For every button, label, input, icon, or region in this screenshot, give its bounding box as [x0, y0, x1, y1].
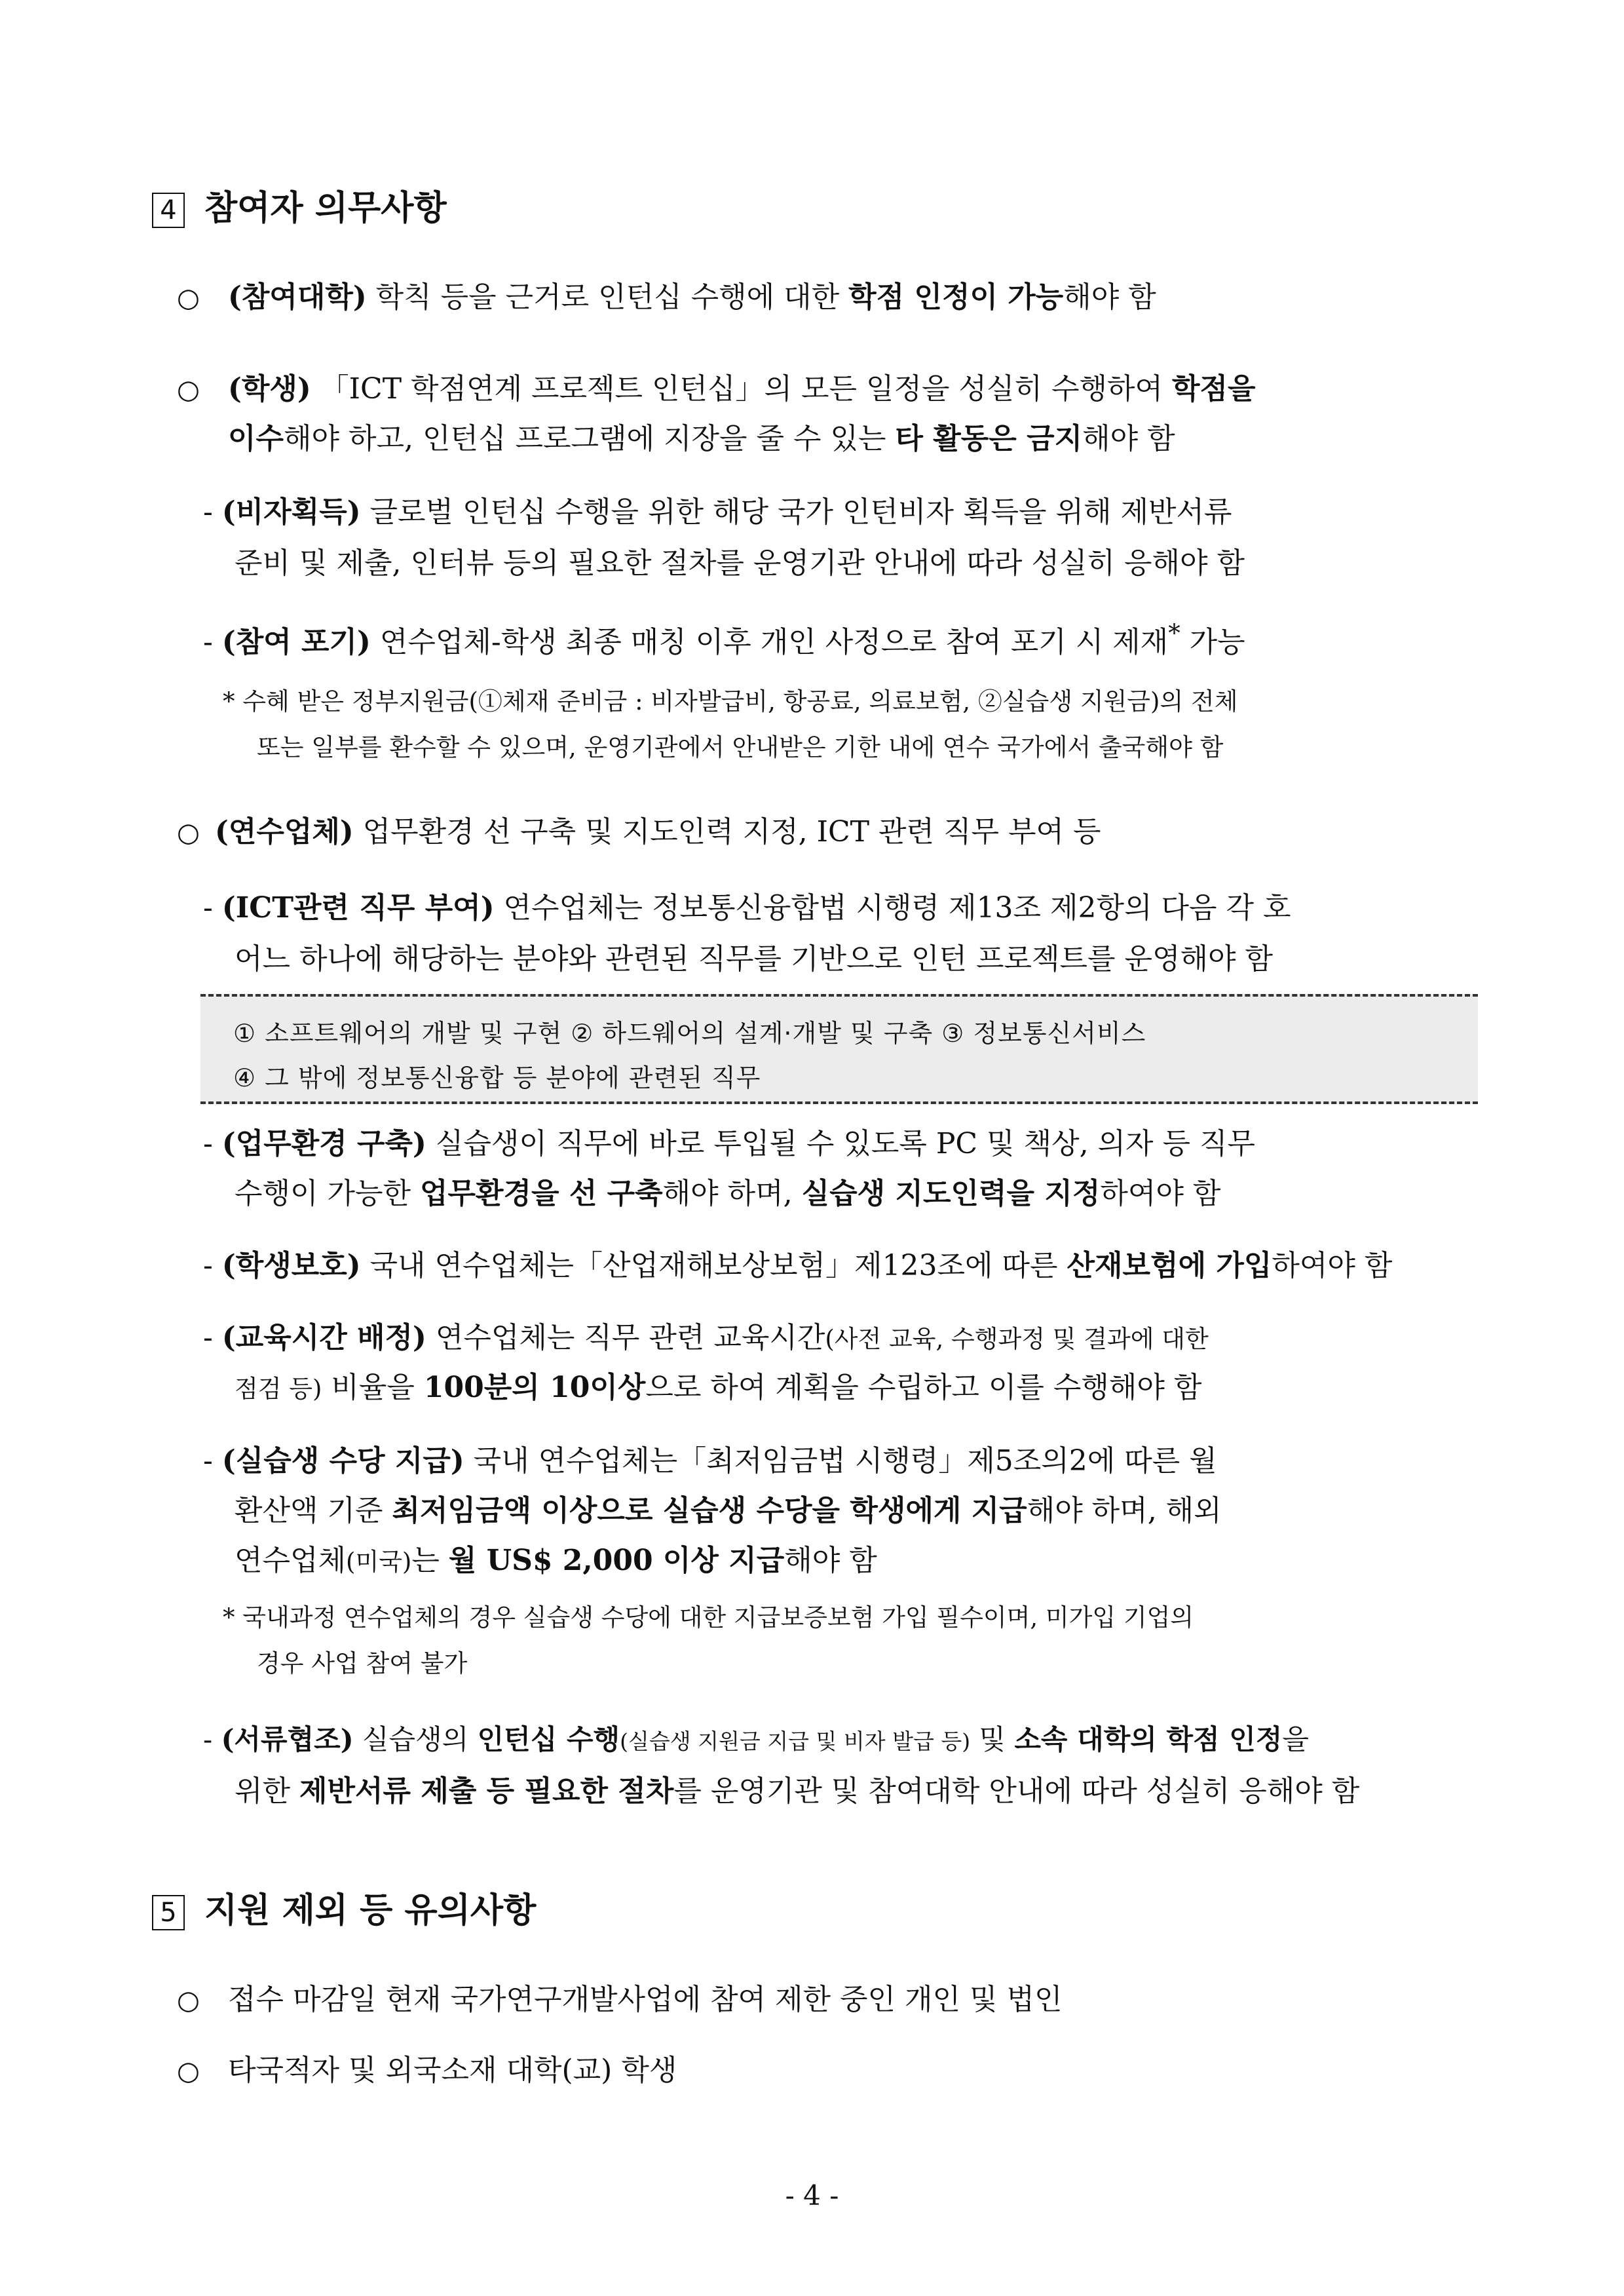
paragraph-label: (연수업체)	[215, 815, 354, 849]
item-text: 해야 하며, 해외	[1027, 1494, 1222, 1527]
duty-field-row-1: ① 소프트웨어의 개발 및 구현 ② 하드웨어의 설계·개발 및 구축 ③ 정보통신서비스	[233, 1019, 1146, 1048]
paragraph-text: 해야 함	[1063, 280, 1156, 314]
footnote-mark: *	[223, 1603, 235, 1632]
item-allowance-line3	[235, 1546, 877, 1575]
item-text: 하여야 함	[1100, 1177, 1221, 1210]
item-label: (ICT관련 직무 부여)	[221, 891, 495, 925]
dash-marker: -	[203, 625, 213, 659]
item-documents	[203, 1723, 1309, 1755]
item-visa-line2: 준비 및 제출, 인터뷰 등의 필요한 절차를 운영기관 안내에 따라 성실히 응해야 함	[235, 546, 1245, 580]
emphasis-text: 실습생 지도인력을 지정	[801, 1177, 1101, 1210]
item-text: 및	[970, 1723, 1015, 1755]
item-education-time-line2	[235, 1373, 1201, 1402]
item-text: 연수업체는 직무 관련 교육시간	[426, 1321, 825, 1354]
item-label: (업무환경 구축)	[221, 1127, 426, 1160]
item-small-text: 점검 등)	[235, 1375, 322, 1403]
emphasis-text: 산재보험에 가입	[1067, 1249, 1272, 1282]
footnote-1	[223, 689, 1237, 714]
paragraph-text: 「ICT 학점연계 프로젝트 인턴십」의 모든 일정을 성실히 수행하여	[311, 372, 1173, 406]
item-text: 연수업체-학생 최종 매칭 이후 개인 사정으로 참여 포기 시 제재	[370, 625, 1169, 659]
emphasis-text: 타 활동은 금지	[895, 422, 1083, 455]
item-label: (비자획득)	[221, 495, 361, 529]
footnote-2-line2: 경우 사업 참여 불가	[257, 1649, 468, 1677]
footnote-mark: *	[223, 687, 235, 716]
item-label: (실습생 수당 지급)	[221, 1444, 464, 1478]
item-text: 연수업체	[235, 1544, 347, 1577]
item-text: 비율을	[322, 1371, 424, 1404]
emphasis-text: 소속 대학의 학점 인정	[1014, 1723, 1283, 1755]
exclusion-item-2	[177, 2056, 677, 2085]
item-withdrawal	[203, 621, 1245, 657]
exclusion-text: 타국적자 및 외국소재 대학(교) 학생	[228, 2054, 677, 2087]
footnote-mark: *	[1168, 619, 1180, 647]
footnote-2	[223, 1605, 1194, 1630]
item-text: 는	[411, 1544, 449, 1577]
item-text: 환산액 기준	[235, 1494, 392, 1527]
item-small-text: (사전 교육, 수행과정 및 결과에 대한	[825, 1325, 1209, 1353]
item-text: 연수업체는 정보통신융합법 시행령 제13조 제2항의 다음 각 호	[494, 891, 1291, 925]
emphasis-text: 업무환경을 선 구축	[420, 1177, 663, 1210]
section-4-heading	[152, 191, 447, 228]
item-small-text: (실습생 지원금 지급 및 비자 발급 등)	[620, 1729, 971, 1754]
footnote-1-line2: 또는 일부를 환수할 수 있으며, 운영기관에서 안내받은 기한 내에 연수 국가에서 출국해야 함	[257, 733, 1224, 761]
paragraph-text: 업무환경 선 구축 및 지도인력 지정, ICT 관련 직무 부여 등	[353, 815, 1101, 849]
paragraph-label: (학생)	[228, 372, 311, 406]
item-label: (교육시간 배정)	[221, 1321, 426, 1354]
paragraph-text: 해야 하고, 인턴십 프로그램에 지장을 줄 수 있는	[284, 422, 896, 455]
item-text: 을	[1282, 1723, 1309, 1755]
dash-marker: -	[203, 891, 213, 925]
dash-marker: -	[203, 495, 213, 529]
duty-field-box	[200, 994, 1478, 1104]
item-text: 가능	[1180, 625, 1245, 659]
item-text: 실습생이 직무에 바로 투입될 수 있도록 PC 및 책상, 의자 등 직무	[426, 1127, 1256, 1160]
item-text: 국내 연수업체는「산업재해보상보험」제123조에 따른	[360, 1249, 1067, 1282]
bullet-circle: ○	[177, 818, 200, 848]
page-number: - 4 -	[785, 2179, 839, 2211]
dash-marker: -	[203, 1723, 213, 1755]
section-number-box: 5	[152, 1895, 185, 1930]
item-allowance-line2	[235, 1494, 1222, 1527]
item-text: 국내 연수업체는「최저임금법 시행령」제5조의2에 따른 월	[464, 1444, 1217, 1478]
bullet-circle: ○	[177, 283, 200, 313]
item-work-env-line2	[235, 1179, 1220, 1208]
paragraph-text: 학칙 등을 근거로 인턴십 수행에 대한	[366, 280, 849, 314]
emphasis-text: 학점을	[1172, 372, 1256, 406]
dash-marker: -	[203, 1127, 213, 1160]
paragraph-university	[177, 280, 1156, 314]
emphasis-text: 제반서류 제출 등 필요한 절차	[299, 1774, 674, 1808]
exclusion-text: 접수 마감일 현재 국가연구개발사업에 참여 제한 중인 개인 및 법인	[228, 1983, 1063, 2016]
emphasis-text: 100분의 10이상	[423, 1371, 646, 1404]
item-text: 위한	[235, 1774, 299, 1808]
item-allowance	[203, 1444, 1217, 1478]
item-student-protection	[203, 1249, 1393, 1282]
emphasis-text: 학점 인정이 가능	[848, 280, 1064, 314]
item-education-time	[203, 1321, 1209, 1354]
emphasis-text: 인턴십 수행	[477, 1723, 620, 1755]
dash-marker: -	[203, 1444, 213, 1478]
exclusion-item-1	[177, 1985, 1062, 2014]
item-text: 하여야 함	[1272, 1249, 1393, 1282]
item-ict-duty	[203, 891, 1291, 925]
emphasis-text: 이수	[228, 422, 284, 455]
section-title: 지원 제외 등 유의사항	[204, 1891, 537, 1930]
paragraph-label: (참여대학)	[228, 280, 367, 314]
paragraph-text: 해야 함	[1082, 422, 1175, 455]
section-number-box: 4	[152, 193, 185, 228]
emphasis-text: 월 US$ 2,000 이상 지급	[448, 1544, 785, 1577]
item-label: (참여 포기)	[221, 625, 371, 659]
duty-field-row-2: ④ 그 밖에 정보통신융합 등 분야에 관련된 직무	[233, 1063, 761, 1092]
dash-marker: -	[203, 1321, 213, 1354]
footnote-text: 수혜 받은 정부지원금(①체재 준비금 : 비자발급비, 항공료, 의료보험, ②실습생 지원금)의 전체	[242, 687, 1238, 716]
item-label: (서류협조)	[221, 1723, 354, 1755]
item-text: 수행이 가능한	[235, 1177, 420, 1210]
item-text: 를 운영기관 및 참여대학 안내에 따라 성실히 응해야 함	[673, 1774, 1360, 1808]
bullet-circle: ○	[177, 1985, 200, 2016]
item-text: 해야 하며,	[662, 1177, 802, 1210]
emphasis-text: 최저임금액 이상으로 실습생 수당을 학생에게 지급	[392, 1494, 1027, 1527]
item-visa	[203, 495, 1232, 529]
dash-marker: -	[203, 1249, 213, 1282]
item-small-text: (미국)	[346, 1548, 412, 1576]
item-text: 글로벌 인턴십 수행을 위한 해당 국가 인턴비자 획득을 위해 제반서류	[360, 495, 1232, 529]
footnote-text: 국내과정 연수업체의 경우 실습생 수당에 대한 지급보증보험 가입 필수이며, 미가입 기업의	[242, 1603, 1194, 1632]
bullet-circle: ○	[177, 375, 200, 405]
item-documents-line2	[235, 1774, 1360, 1808]
paragraph-student-line2	[228, 422, 1175, 455]
item-ict-duty-line2: 어느 하나에 해당하는 분야와 관련된 직무를 기반으로 인턴 프로젝트를 운영해야 함	[235, 942, 1273, 976]
item-text: 으로 하여 계획을 수립하고 이를 수행해야 함	[645, 1371, 1202, 1404]
paragraph-student	[177, 372, 1256, 406]
item-label: (학생보호)	[221, 1249, 361, 1282]
paragraph-company	[177, 815, 1101, 849]
item-work-env	[203, 1127, 1256, 1160]
item-text: 해야 함	[784, 1544, 877, 1577]
item-text: 실습생의	[353, 1723, 478, 1755]
section-5-heading	[152, 1891, 537, 1930]
bullet-circle: ○	[177, 2056, 200, 2086]
section-title: 참여자 의무사항	[204, 189, 447, 228]
